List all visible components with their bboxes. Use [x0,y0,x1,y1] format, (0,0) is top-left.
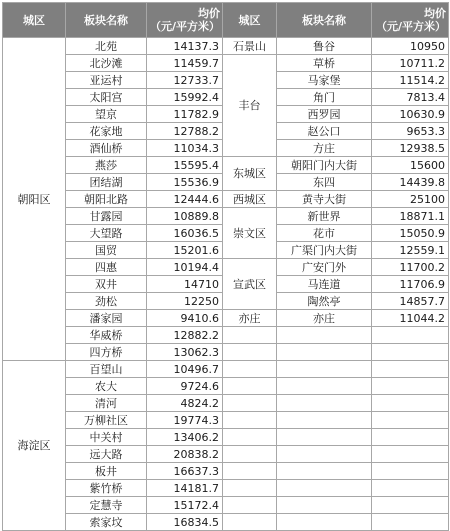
avg-price-cell: 15172.4 [147,497,223,514]
block-name-cell: 马家堡 [277,72,372,89]
empty-cell [372,412,449,429]
block-name-cell: 农大 [66,378,147,395]
district-cell: 东城区 [223,157,277,191]
empty-cell [277,429,372,446]
avg-price-cell: 11044.2 [372,310,449,327]
empty-cell [277,514,372,531]
block-name-cell: 西罗园 [277,106,372,123]
table-row [3,344,449,361]
empty-cell [277,412,372,429]
block-name-cell: 亚运村 [66,72,147,89]
block-name-cell: 亦庄 [277,310,372,327]
avg-price-cell: 15201.6 [147,242,223,259]
block-name-cell: 酒仙桥 [66,140,147,157]
avg-price-cell: 12444.6 [147,191,223,208]
avg-price-cell: 13062.3 [147,344,223,361]
avg-price-cell: 13406.2 [147,429,223,446]
empty-cell [223,446,277,463]
block-name-cell: 陶然亭 [277,293,372,310]
avg-price-cell: 11782.9 [147,106,223,123]
table-row [3,259,449,276]
block-name-cell: 甘露园 [66,208,147,225]
block-name-cell: 太阳宫 [66,89,147,106]
table-row [3,378,449,395]
avg-price-cell: 12733.7 [147,72,223,89]
empty-cell [372,361,449,378]
avg-price-cell: 15536.9 [147,174,223,191]
block-name-cell: 国贸 [66,242,147,259]
table-body [3,38,449,531]
avg-price-cell: 4824.2 [147,395,223,412]
table-row [3,157,449,174]
avg-price-cell: 12882.2 [147,327,223,344]
avg-price-cell: 10950 [372,38,449,55]
district-cell: 宣武区 [223,259,277,310]
block-name-cell: 方庄 [277,140,372,157]
table-row [3,395,449,412]
avg-price-cell: 15992.4 [147,89,223,106]
block-name-cell: 中关村 [66,429,147,446]
block-name-cell: 紫竹桥 [66,480,147,497]
table-row [3,327,449,344]
table-row [3,310,449,327]
avg-price-cell: 15600 [372,157,449,174]
avg-price-cell: 10496.7 [147,361,223,378]
block-name-cell: 朝阳门内大街 [277,157,372,174]
avg-price-cell: 10194.4 [147,259,223,276]
avg-price-cell: 7813.4 [372,89,449,106]
avg-price-cell: 25100 [372,191,449,208]
empty-cell [277,344,372,361]
header-price-left [147,3,223,38]
empty-cell [223,463,277,480]
header-price-unit: （元/平方米） [375,20,446,33]
avg-price-cell: 14137.3 [147,38,223,55]
empty-cell [223,327,277,344]
empty-cell [223,497,277,514]
table-row [3,55,449,72]
block-name-cell: 四方桥 [66,344,147,361]
header-price-title: 均价 [424,7,446,20]
table-row [3,38,449,55]
avg-price-cell: 14439.8 [372,174,449,191]
empty-cell [372,480,449,497]
block-name-cell: 大望路 [66,225,147,242]
block-name-cell: 团结湖 [66,174,147,191]
avg-price-cell: 12559.1 [372,242,449,259]
block-name-cell: 索家坟 [66,514,147,531]
empty-cell [372,514,449,531]
header-price-right [372,3,449,38]
table-row [3,191,449,208]
block-name-cell: 劲松 [66,293,147,310]
empty-cell [372,327,449,344]
empty-cell [223,361,277,378]
district-cell: 丰台 [223,55,277,157]
avg-price-cell: 14181.7 [147,480,223,497]
block-name-cell: 花家地 [66,123,147,140]
district-cell: 亦庄 [223,310,277,327]
avg-price-cell: 15050.9 [372,225,449,242]
avg-price-cell: 11700.2 [372,259,449,276]
block-name-cell: 望京 [66,106,147,123]
price-table [2,2,449,531]
block-name-cell: 黄寺大街 [277,191,372,208]
block-name-cell: 华威桥 [66,327,147,344]
district-cell: 石景山 [223,38,277,55]
table-row [3,446,449,463]
block-name-cell: 百望山 [66,361,147,378]
avg-price-cell: 10889.8 [147,208,223,225]
block-name-cell: 花市 [277,225,372,242]
block-name-cell: 新世界 [277,208,372,225]
block-name-cell: 潘家园 [66,310,147,327]
header-price-title: 均价 [198,7,220,20]
empty-cell [277,480,372,497]
header-block-right: 板块名称 [277,3,372,38]
empty-cell [372,463,449,480]
avg-price-cell: 16834.5 [147,514,223,531]
empty-cell [372,378,449,395]
empty-cell [277,395,372,412]
table-row [3,429,449,446]
block-name-cell: 北苑 [66,38,147,55]
district-cell: 西城区 [223,191,277,208]
avg-price-cell: 9410.6 [147,310,223,327]
avg-price-cell: 16637.3 [147,463,223,480]
block-name-cell: 定慧寺 [66,497,147,514]
block-name-cell: 赵公口 [277,123,372,140]
empty-cell [223,514,277,531]
avg-price-cell: 14710 [147,276,223,293]
empty-cell [372,395,449,412]
empty-cell [372,497,449,514]
table-row [3,412,449,429]
block-name-cell: 东四 [277,174,372,191]
empty-cell [223,480,277,497]
avg-price-cell: 11034.3 [147,140,223,157]
empty-cell [277,327,372,344]
header-price-unit: （元/平方米） [149,20,220,33]
avg-price-cell: 11514.2 [372,72,449,89]
block-name-cell: 草桥 [277,55,372,72]
empty-cell [277,446,372,463]
avg-price-cell: 18871.1 [372,208,449,225]
header-row [3,3,449,38]
empty-cell [223,344,277,361]
header-district-left: 城区 [3,3,66,38]
avg-price-cell: 12788.2 [147,123,223,140]
header-district-right: 城区 [223,3,277,38]
empty-cell [223,395,277,412]
avg-price-cell: 14857.7 [372,293,449,310]
avg-price-cell: 20838.2 [147,446,223,463]
avg-price-cell: 9653.3 [372,123,449,140]
avg-price-cell: 12250 [147,293,223,310]
table-row [3,497,449,514]
empty-cell [223,429,277,446]
empty-cell [372,344,449,361]
district-cell: 朝阳区 [3,38,66,361]
block-name-cell: 双井 [66,276,147,293]
header-block-left: 板块名称 [66,3,147,38]
block-name-cell: 四惠 [66,259,147,276]
avg-price-cell: 11459.7 [147,55,223,72]
table-row [3,463,449,480]
district-cell: 海淀区 [3,361,66,531]
block-name-cell: 板井 [66,463,147,480]
empty-cell [372,446,449,463]
empty-cell [372,429,449,446]
block-name-cell: 朝阳北路 [66,191,147,208]
table-row [3,480,449,497]
avg-price-cell: 16036.5 [147,225,223,242]
avg-price-cell: 12938.5 [372,140,449,157]
block-name-cell: 广安门外 [277,259,372,276]
empty-cell [277,497,372,514]
avg-price-cell: 15595.4 [147,157,223,174]
block-name-cell: 远大路 [66,446,147,463]
avg-price-cell: 11706.9 [372,276,449,293]
avg-price-cell: 10630.9 [372,106,449,123]
empty-cell [223,378,277,395]
block-name-cell: 角门 [277,89,372,106]
empty-cell [277,361,372,378]
table-row [3,514,449,531]
empty-cell [277,463,372,480]
avg-price-cell: 19774.3 [147,412,223,429]
block-name-cell: 广渠门内大街 [277,242,372,259]
table-row [3,208,449,225]
block-name-cell: 鲁谷 [277,38,372,55]
table-row [3,361,449,378]
block-name-cell: 清河 [66,395,147,412]
block-name-cell: 万柳社区 [66,412,147,429]
district-cell: 崇文区 [223,208,277,259]
empty-cell [277,378,372,395]
block-name-cell: 燕莎 [66,157,147,174]
block-name-cell: 北沙滩 [66,55,147,72]
avg-price-cell: 9724.6 [147,378,223,395]
avg-price-cell: 10711.2 [372,55,449,72]
empty-cell [223,412,277,429]
block-name-cell: 马连道 [277,276,372,293]
